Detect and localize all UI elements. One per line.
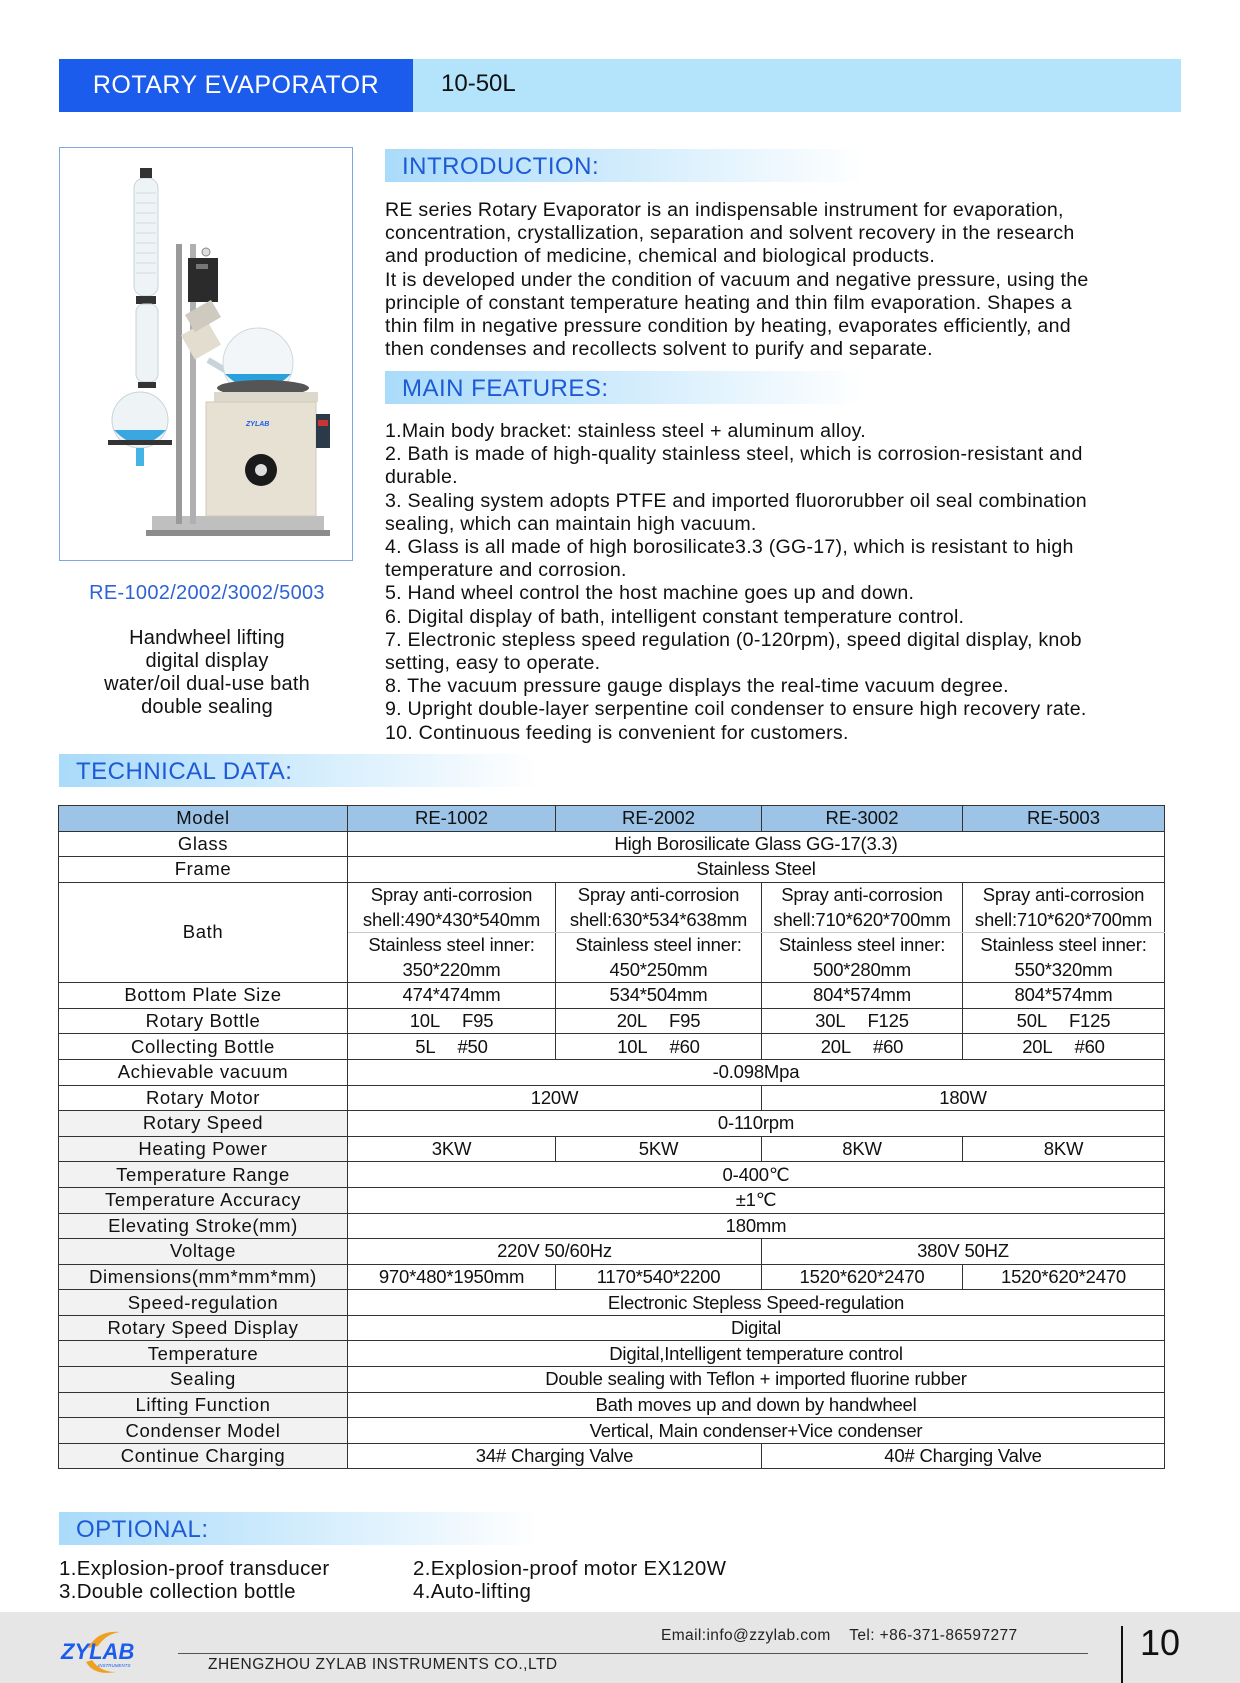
feature-line: temperature and corrosion. bbox=[385, 559, 627, 582]
cell-value: -0.098Mpa bbox=[348, 1059, 1165, 1085]
capacity-range: 10-50L bbox=[441, 70, 516, 97]
feature-line: 3. Sealing system adopts PTFE and imported fluororubber oil seal combination bbox=[385, 489, 1087, 512]
main-features-list bbox=[385, 420, 1087, 745]
cell-value: Electronic Stepless Speed-regulation bbox=[348, 1290, 1165, 1316]
cell-value: 180W bbox=[762, 1085, 1165, 1111]
highlight-line: double sealing bbox=[141, 696, 273, 718]
table-row bbox=[59, 983, 1165, 1009]
cell-value: 474*474mm bbox=[348, 983, 556, 1009]
table-row bbox=[59, 1059, 1165, 1085]
page-footer bbox=[0, 1612, 1240, 1683]
page-number: 10 bbox=[1140, 1622, 1181, 1663]
highlight-line: water/oil dual-use bath bbox=[104, 673, 310, 695]
feature-line: 10. Continuous feeding is convenient for customers. bbox=[385, 721, 849, 744]
cell-value: shell:710*620*700mm bbox=[762, 907, 963, 932]
cell-value: shell:710*620*700mm bbox=[963, 907, 1165, 932]
row-label: Glass bbox=[59, 831, 348, 857]
cell-value: 534*504mm bbox=[556, 983, 762, 1009]
table-row bbox=[59, 1162, 1165, 1188]
table-row bbox=[59, 1008, 1165, 1034]
cell-value: 1170*540*2200 bbox=[556, 1264, 762, 1290]
cell-value: 1520*620*2470 bbox=[963, 1264, 1165, 1290]
cell-value: 3KW bbox=[348, 1136, 556, 1162]
svg-text:ZYLAB: ZYLAB bbox=[246, 421, 270, 428]
cell-value: Stainless steel inner: bbox=[556, 932, 762, 957]
cell-value: ±1℃ bbox=[348, 1187, 1165, 1213]
introduction-text bbox=[385, 199, 1089, 361]
technical-data-table bbox=[58, 805, 1165, 1469]
feature-line: sealing, which can maintain high vacuum. bbox=[385, 512, 757, 535]
table-row bbox=[59, 857, 1165, 883]
cell-value: Vertical, Main condenser+Vice condenser bbox=[348, 1418, 1165, 1444]
company-name: ZHENGZHOU ZYLAB INSTRUMENTS CO.,LTD bbox=[208, 1656, 558, 1673]
table-row bbox=[59, 1418, 1165, 1444]
cell-value: 5KW bbox=[556, 1136, 762, 1162]
cell-value: 10L F95 bbox=[348, 1008, 556, 1034]
cell-value: 40# Charging Valve bbox=[762, 1443, 1165, 1469]
page-title: ROTARY EVAPORATOR bbox=[59, 59, 413, 112]
row-label: Rotary Speed bbox=[59, 1111, 348, 1137]
cell-value: 20L #60 bbox=[963, 1034, 1165, 1060]
feature-line: 6. Digital display of bath, intelligent constant temperature control. bbox=[385, 605, 965, 628]
page-number-divider bbox=[1121, 1626, 1123, 1683]
feature-line: durable. bbox=[385, 466, 458, 489]
cell-value: 8KW bbox=[963, 1136, 1165, 1162]
feature-line: 8. The vacuum pressure gauge displays the real-time vacuum degree. bbox=[385, 675, 1009, 698]
contact-info: Email:info@zzylab.com Tel: +86-371-86597277 bbox=[661, 1627, 1018, 1644]
table-row bbox=[59, 1136, 1165, 1162]
column-header: Model bbox=[59, 806, 348, 832]
table-row bbox=[59, 1264, 1165, 1290]
zylab-logo bbox=[58, 1626, 158, 1676]
intro-line: It is developed under the condition of vacuum and negative pressure, using the bbox=[385, 268, 1089, 291]
optional-item: 3.Double collection bottle bbox=[59, 1580, 296, 1603]
feature-line: 2. Bath is made of high-quality stainless steel, which is corrosion-resistant and bbox=[385, 443, 1083, 466]
cell-value: Digital,Intelligent temperature control bbox=[348, 1341, 1165, 1367]
intro-line: principle of constant temperature heating and thin film evaporation. Shapes a bbox=[385, 291, 1072, 314]
cell-value: Stainless steel inner: bbox=[762, 932, 963, 957]
row-label: Bottom Plate Size bbox=[59, 983, 348, 1009]
cell-value: 970*480*1950mm bbox=[348, 1264, 556, 1290]
cell-value: 20L #60 bbox=[762, 1034, 963, 1060]
cell-value: Spray anti-corrosion bbox=[348, 882, 556, 907]
cell-value: Bath moves up and down by handwheel bbox=[348, 1392, 1165, 1418]
cell-value: 120W bbox=[348, 1085, 762, 1111]
table-row bbox=[59, 1187, 1165, 1213]
row-label: Continue Charging bbox=[59, 1443, 348, 1469]
cell-value: Digital bbox=[348, 1315, 1165, 1341]
table-row bbox=[59, 1290, 1165, 1316]
cell-value: 220V 50/60Hz bbox=[348, 1239, 762, 1265]
table-row bbox=[59, 1315, 1165, 1341]
product-image-frame bbox=[59, 147, 353, 561]
cell-value: 180mm bbox=[348, 1213, 1165, 1239]
cell-value: shell:490*430*540mm bbox=[348, 907, 556, 932]
cell-value: Stainless steel inner: bbox=[963, 932, 1165, 957]
main-features-heading: MAIN FEATURES: bbox=[385, 371, 865, 404]
table-row bbox=[59, 1085, 1165, 1111]
row-label: Condenser Model bbox=[59, 1418, 348, 1444]
table-row bbox=[59, 1034, 1165, 1060]
table-row bbox=[59, 1239, 1165, 1265]
cell-value: 0-110rpm bbox=[348, 1111, 1165, 1137]
table-row bbox=[59, 1341, 1165, 1367]
cell-value: 0-400℃ bbox=[348, 1162, 1165, 1188]
technical-data-heading: TECHNICAL DATA: bbox=[59, 754, 539, 787]
cell-value: 804*574mm bbox=[762, 983, 963, 1009]
logo-text: ZYLAB bbox=[61, 1639, 135, 1664]
cell-value: 804*574mm bbox=[963, 983, 1165, 1009]
row-label: Voltage bbox=[59, 1239, 348, 1265]
cell-value: Stainless Steel bbox=[348, 857, 1165, 883]
optional-item: 1.Explosion-proof transducer bbox=[59, 1557, 330, 1580]
row-label: Sealing bbox=[59, 1367, 348, 1393]
cell-value: 450*250mm bbox=[556, 958, 762, 983]
optional-item: 4.Auto-lifting bbox=[413, 1580, 532, 1603]
rotary-evaporator-illustration bbox=[60, 148, 352, 560]
cell-value: 550*320mm bbox=[963, 958, 1165, 983]
row-label: Heating Power bbox=[59, 1136, 348, 1162]
cell-value: 8KW bbox=[762, 1136, 963, 1162]
row-label: Rotary Motor bbox=[59, 1085, 348, 1111]
model-caption: RE-1002/2002/3002/5003 bbox=[89, 582, 325, 604]
column-header: RE-5003 bbox=[963, 806, 1165, 832]
row-label: Temperature bbox=[59, 1341, 348, 1367]
cell-value: 10L #60 bbox=[556, 1034, 762, 1060]
intro-line: thin film in negative pressure condition by heating, evaporates efficiently, and bbox=[385, 315, 1071, 338]
intro-line: concentration, crystallization, separation and solvent recovery in the research bbox=[385, 222, 1075, 245]
table-row bbox=[59, 1367, 1165, 1393]
cell-value: 34# Charging Valve bbox=[348, 1443, 762, 1469]
highlight-line: Handwheel lifting bbox=[129, 627, 285, 649]
row-label: Achievable vacuum bbox=[59, 1059, 348, 1085]
cell-value: 5L #50 bbox=[348, 1034, 556, 1060]
row-label: Elevating Stroke(mm) bbox=[59, 1213, 348, 1239]
table-row bbox=[59, 1213, 1165, 1239]
row-label: Rotary Speed Display bbox=[59, 1315, 348, 1341]
row-label: Temperature Range bbox=[59, 1162, 348, 1188]
cell-value: 380V 50HZ bbox=[762, 1239, 1165, 1265]
row-label: Rotary Bottle bbox=[59, 1008, 348, 1034]
table-row bbox=[59, 882, 1165, 907]
feature-line: setting, easy to operate. bbox=[385, 652, 601, 675]
table-row bbox=[59, 1443, 1165, 1469]
page-header-bar bbox=[59, 59, 1181, 112]
row-label: Temperature Accuracy bbox=[59, 1187, 348, 1213]
table-row bbox=[59, 1392, 1165, 1418]
cell-value: shell:630*534*638mm bbox=[556, 907, 762, 932]
introduction-heading: INTRODUCTION: bbox=[385, 149, 865, 182]
cell-value: Spray anti-corrosion bbox=[556, 882, 762, 907]
row-label: Lifting Function bbox=[59, 1392, 348, 1418]
row-label: Collecting Bottle bbox=[59, 1034, 348, 1060]
cell-value: Stainless steel inner: bbox=[348, 932, 556, 957]
column-header: RE-1002 bbox=[348, 806, 556, 832]
optional-item: 2.Explosion-proof motor EX120W bbox=[413, 1557, 727, 1580]
row-label: Frame bbox=[59, 857, 348, 883]
intro-line: RE series Rotary Evaporator is an indispensable instrument for evaporation, bbox=[385, 199, 1064, 221]
column-header: RE-2002 bbox=[556, 806, 762, 832]
table-row bbox=[59, 831, 1165, 857]
feature-line: 5. Hand wheel control the host machine goes up and down. bbox=[385, 582, 915, 605]
column-header: RE-3002 bbox=[762, 806, 963, 832]
cell-value: Spray anti-corrosion bbox=[762, 882, 963, 907]
feature-line: 1.Main body bracket: stainless steel + aluminum alloy. bbox=[385, 420, 866, 442]
cell-value: Spray anti-corrosion bbox=[963, 882, 1165, 907]
feature-line: 4. Glass is all made of high borosilicate3.3 (GG-17), which is resistant to high bbox=[385, 536, 1074, 559]
logo-subtext: INSTRUMENTS bbox=[98, 1663, 131, 1668]
row-label: Dimensions(mm*mm*mm) bbox=[59, 1264, 348, 1290]
table-row bbox=[59, 1111, 1165, 1137]
cell-value: 20L F95 bbox=[556, 1008, 762, 1034]
highlight-line: digital display bbox=[145, 650, 269, 672]
row-label: Speed-regulation bbox=[59, 1290, 348, 1316]
row-label: Bath bbox=[59, 882, 348, 982]
feature-line: 7. Electronic stepless speed regulation (0-120rpm), speed digital display, knob bbox=[385, 628, 1082, 651]
cell-value: 30L F125 bbox=[762, 1008, 963, 1034]
cell-value: High Borosilicate Glass GG-17(3.3) bbox=[348, 831, 1165, 857]
product-highlights bbox=[59, 627, 355, 719]
intro-line: and production of medicine, chemical and biological products. bbox=[385, 245, 936, 268]
cell-value: 500*280mm bbox=[762, 958, 963, 983]
cell-value: 350*220mm bbox=[348, 958, 556, 983]
intro-line: then condenses and recollects solvent to purify and separate. bbox=[385, 338, 933, 361]
cell-value: 50L F125 bbox=[963, 1008, 1165, 1034]
table-header-row bbox=[59, 806, 1165, 832]
optional-heading: OPTIONAL: bbox=[59, 1512, 539, 1545]
cell-value: 1520*620*2470 bbox=[762, 1264, 963, 1290]
feature-line: 9. Upright double-layer serpentine coil condenser to ensure high recovery rate. bbox=[385, 698, 1087, 721]
footer-divider bbox=[178, 1653, 1088, 1654]
cell-value: Double sealing with Teflon + imported fluorine rubber bbox=[348, 1367, 1165, 1393]
